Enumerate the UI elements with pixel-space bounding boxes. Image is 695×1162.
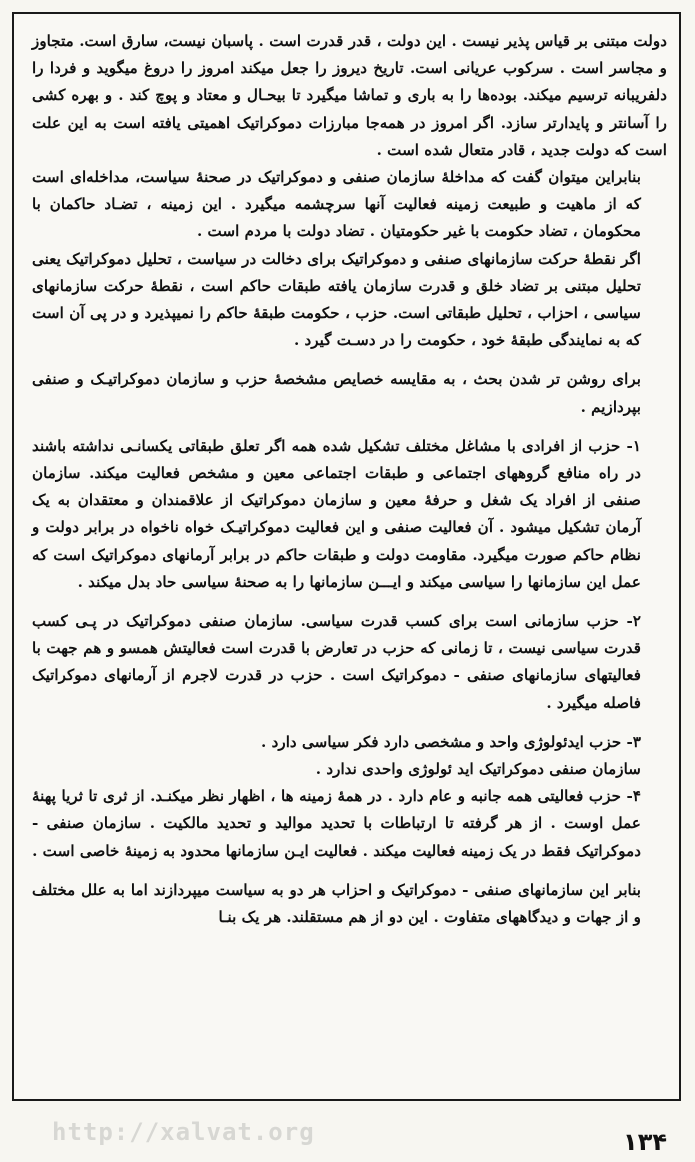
paragraph-10: بنابر این سازمانهای صنفی - دموکراتیک و احزاب هر دو به سیاست میپردازند اما به علل مختلف و از جهات و دیدگاههای متفاوت . این دو از هم مستقلند. هر یک بنـا (32, 880, 641, 927)
paragraph-3: اگر نقطهٔ حرکت سازمانهای صنفی و دموکراتیک برای دخالت در سیاست ، تحلیل دموکراتیک یعنی تحلیل مبتنی بر تضاد خلق و قدرت سازمان یافته طبقات حاکم است ، نقطهٔ حرکت سازمانهای سیاسی ، احزاب ، تحلیل طبقاتی است. حزب ، حکومت طبقهٔ حاکم را نمیپذیرد و در پی آن است که به نمایندگی طبقهٔ خود ، حکومت را در دسـت گیرد . (32, 249, 641, 350)
paragraph-8: سازمان صنفی دموکراتیک اید ئولوژی واحدی ندارد . (315, 760, 641, 779)
paragraph-2: بنابراین میتوان گفت که مداخلهٔ سازمان صنفی و دموکراتیک در صحنهٔ سیاست، مداخله‌ای است که از ماهیت و طبیعت زمینه فعالیت آنها سرچشمه میگیرد . این زمینه ، تضـاد حاکمان با محکومان ، تضاد حکومت با غیر حکومتیان . تضاد دولت با مردم است . (32, 168, 641, 241)
body-text (32, 28, 667, 931)
paragraph-9: ۴- حزب فعالیتی همه جانبه و عام دارد . در همهٔ زمینه ها ، اظهار نظر میکنـد. از ثری تا ثریا پهنهٔ عمل اوست . از هر گرفته تا ارتباطات با تحدید موالید و تحدید مالکیت . سازمان صنفی - دموکراتیک فقط در یک زمینه فعالیت میکند . فعالیت ایـن سازمانها محدود به زمینهٔ خاصی است . (32, 787, 641, 860)
page-number: ۱۳۴ (623, 1128, 667, 1156)
paragraph-6: ۲- حزب سازمانی است برای کسب قدرت سیاسی. سازمان صنفی دموکراتیک در پـی کسب قدرت سیاسی نیست ، تا زمانی که حزب در تعارض با قدرت است فعالیتش همسو و هم جهت با فعالیتهای سازمانهای صنفی - دموکراتیک است . حزب در قدرت لاجرم از آرمانهای دموکراتیک فاصله میگیرد . (32, 612, 641, 712)
paragraph-7: ۳- حزب ایدئولوژی واحد و مشخصی دارد فکر سیاسی دارد . (261, 732, 641, 751)
paragraph-4: برای روشن تر شدن بحث ، به مقایسه خصایص مشخصهٔ حزب و سازمان دموکراتیـک و صنفی بپردازیم . (32, 370, 641, 416)
watermark-url: http://xalvat.org (52, 1118, 315, 1146)
paragraph-1: دولت مبتنی بر قیاس پذیر نیست . این دولت ، قدر قدرت است . پاسبان نیست، سارق است. متجاوز و مجاسر است . سرکوب عریانی است. تاریخ دیروز را جعل میکند امروز را دروغ میگوید و فردا را دلفریبانه ترسیم میکند. بوده‌ها را به باری و تماشا میگیرد تا بیحـال و معتاد و پوچ کند . و بهره کشی را آسانتر و پایدارتر سازد. اگر امروز در همه‌جا مبارزات دموکراتیک اهمیتی یافته است به این علت است که دولت جدید ، قادر متعال شده است . (32, 32, 667, 159)
paragraph-5: ۱- حزب از افرادی با مشاغل مختلف تشکیل شده همه اگر تعلق طبقاتی یکسانـی نداشته باشند در راه منافع گروههای اجتماعی و طبقات اجتماعی معین و مشخص فعالیت میکند. سازمان صنفی از افراد یک شغل و حرفهٔ معین و سازمان دموکراتیک از علاقمندان و معتقدان به یک آرمان تشکیل میشود . آن فعالیت صنفی و این فعالیت دموکراتیـک خواه ناخواه در برابر دولت و نظام حاکم صورت میگیرد. مقاومت دولت و طبقات حاکم در برابر آرمانهای دموکراتیک است که عمل این سازمانها را سیاسی میکند و ایـــن سازمانها را به صحنهٔ سیاسی حاد بدل میکند . (32, 436, 641, 591)
